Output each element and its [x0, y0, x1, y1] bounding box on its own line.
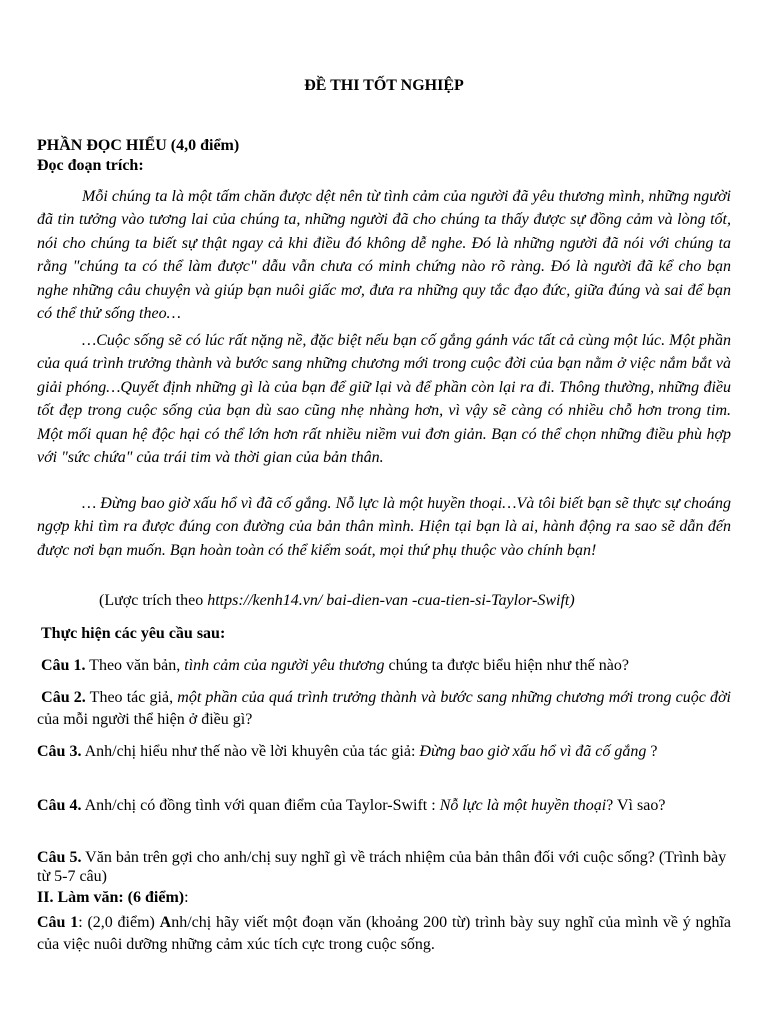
question-3-label: Câu 3.: [37, 743, 82, 760]
question-1: [41, 655, 731, 677]
source-prefix: (Lược trích theo: [99, 592, 208, 609]
writing-question-1-initial: A: [159, 914, 172, 931]
question-1-text-a: Theo văn bản,: [85, 657, 185, 674]
tasks-heading: Thực hiện các yêu cầu sau:: [41, 625, 226, 642]
question-1-label: Câu 1.: [41, 657, 86, 674]
question-2-text-segment: Theo tác giả,: [85, 689, 178, 706]
question-3: [37, 741, 731, 763]
excerpt-paragraph-2: …Cuộc sống sẽ có lúc rất nặng nề, đặc biệt nếu bạn cố gắng gánh vác tất cả cùng một lúc. Một phần của quá trình trưởng thành và bước sang những chương mới trong cuộc đời của bạn nằm ở việc nắm bắt và giải phóng…Quyết định những gì là của bạn để giữ lại và để phần còn lại ra đi. Thông thường, những điều tốt đẹp trong cuộc sống của bạn dù sao cũng nhẹ nhàng hơn, vì vậy sẽ càng có nhiều chỗ hơn trong tim. Một mối quan hệ độc hại có thể lớn hơn rất nhiều niềm vui đơn giản. Bạn có thể chọn những điều phù hợp với "sức chứa" của trái tim và thời gian của bản thân.: [37, 332, 731, 467]
writing-question-1: [37, 912, 731, 956]
page-title: ĐỀ THI TỐT NGHIỆP: [304, 77, 464, 94]
writing-question-1-label: Câu 1: [37, 914, 79, 931]
question-2-text: [37, 689, 731, 728]
question-2: [37, 687, 731, 731]
question-5-text: Văn bản trên gợi cho anh/chị suy nghĩ gì về trách nhiệm của bản thân đối với cuộc sống? (Trình bày từ 5-7 câu): [37, 849, 727, 885]
question-1-text-c: chúng ta được biểu hiện như thế nào?: [384, 657, 629, 674]
question-1-text-b: tình cảm của người yêu thương: [184, 657, 385, 674]
question-3-text-segment: Anh/chị hiểu như thế nào về lời khuyên của tác giả:: [81, 743, 420, 760]
question-4-label: Câu 4.: [37, 797, 82, 814]
reading-subheading: Đọc đoạn trích:: [37, 157, 144, 174]
source-link: https://kenh14.vn/ bai-dien-van -cua-tien-si-Taylor-Swift): [207, 592, 575, 609]
question-3-text-segment: ?: [646, 743, 658, 760]
question-4-text-segment: Anh/chị có đồng tình với quan điểm của Taylor-Swift :: [81, 797, 440, 814]
excerpt-source: [99, 591, 731, 611]
question-3-text-segment: Đừng bao giờ xấu hổ vì đã cố gắng: [419, 743, 647, 760]
question-2-text-segment: của mỗi người thể hiện ở điều gì?: [37, 711, 253, 728]
question-2-label: Câu 2.: [41, 689, 86, 706]
writing-section-heading: [37, 888, 731, 908]
excerpt-paragraph-3: … Đừng bao giờ xấu hổ vì đã cố gắng. Nỗ lực là một huyền thoại…Và tôi biết bạn sẽ thực sự choáng ngợp khi tìm ra được đúng con đường của bản thân mình. Hiện tại bạn là ai, hành động ra sao sẽ dẫn đến được nơi bạn muốn. Bạn hoàn toàn có thể kiểm soát, mọi thứ phụ thuộc vào chính bạn!: [37, 495, 731, 559]
writing-question-1-points: : (2,0 điểm): [78, 914, 160, 931]
question-4-text: [81, 797, 665, 814]
question-5-label: Câu 5.: [37, 849, 82, 866]
writing-heading-text: II. Làm văn: (6 điểm): [37, 889, 185, 906]
writing-question-1-text: nh/chị hãy viết một đoạn văn (khoảng 200 từ) trình bày suy nghĩ của mình về ý nghĩa của việc nuôi dưỡng những cảm xúc tích cực trong cuộc sống.: [37, 914, 732, 953]
question-4-text-segment: ? Vì sao?: [606, 797, 666, 814]
question-3-text: [81, 743, 657, 760]
question-5: [37, 848, 731, 886]
reading-section-heading: PHẦN ĐỌC HIỂU (4,0 điểm): [37, 137, 240, 154]
writing-heading-colon: :: [184, 889, 189, 906]
question-2-text-segment: một phần của quá trình trưởng thành và bước sang những chương mới trong cuộc đời: [177, 689, 732, 706]
excerpt-paragraph-1: Mỗi chúng ta là một tấm chăn được dệt nên từ tình cảm của người đã yêu thương mình, những người đã tin tưởng vào tương lai của chúng ta, những người đã cho chúng ta thấy được sự đồng cảm và lòng tốt, nói cho chúng ta biết sự thật ngay cả khi điều đó không dễ nghe. Đó là những người đã nói với chúng ta rằng "chúng ta có thể làm được" dẫu vẫn chưa có minh chứng nào rõ ràng. Đó là người đã kể cho bạn nghe những câu chuyện và giúp bạn nuôi giấc mơ, đưa ra những quy tắc đạo đức, giữa đúng và sai để bạn có thể thử sống theo…: [37, 188, 731, 323]
question-4-text-segment: Nỗ lực là một huyền thoại: [439, 797, 607, 814]
question-4: [37, 795, 731, 817]
